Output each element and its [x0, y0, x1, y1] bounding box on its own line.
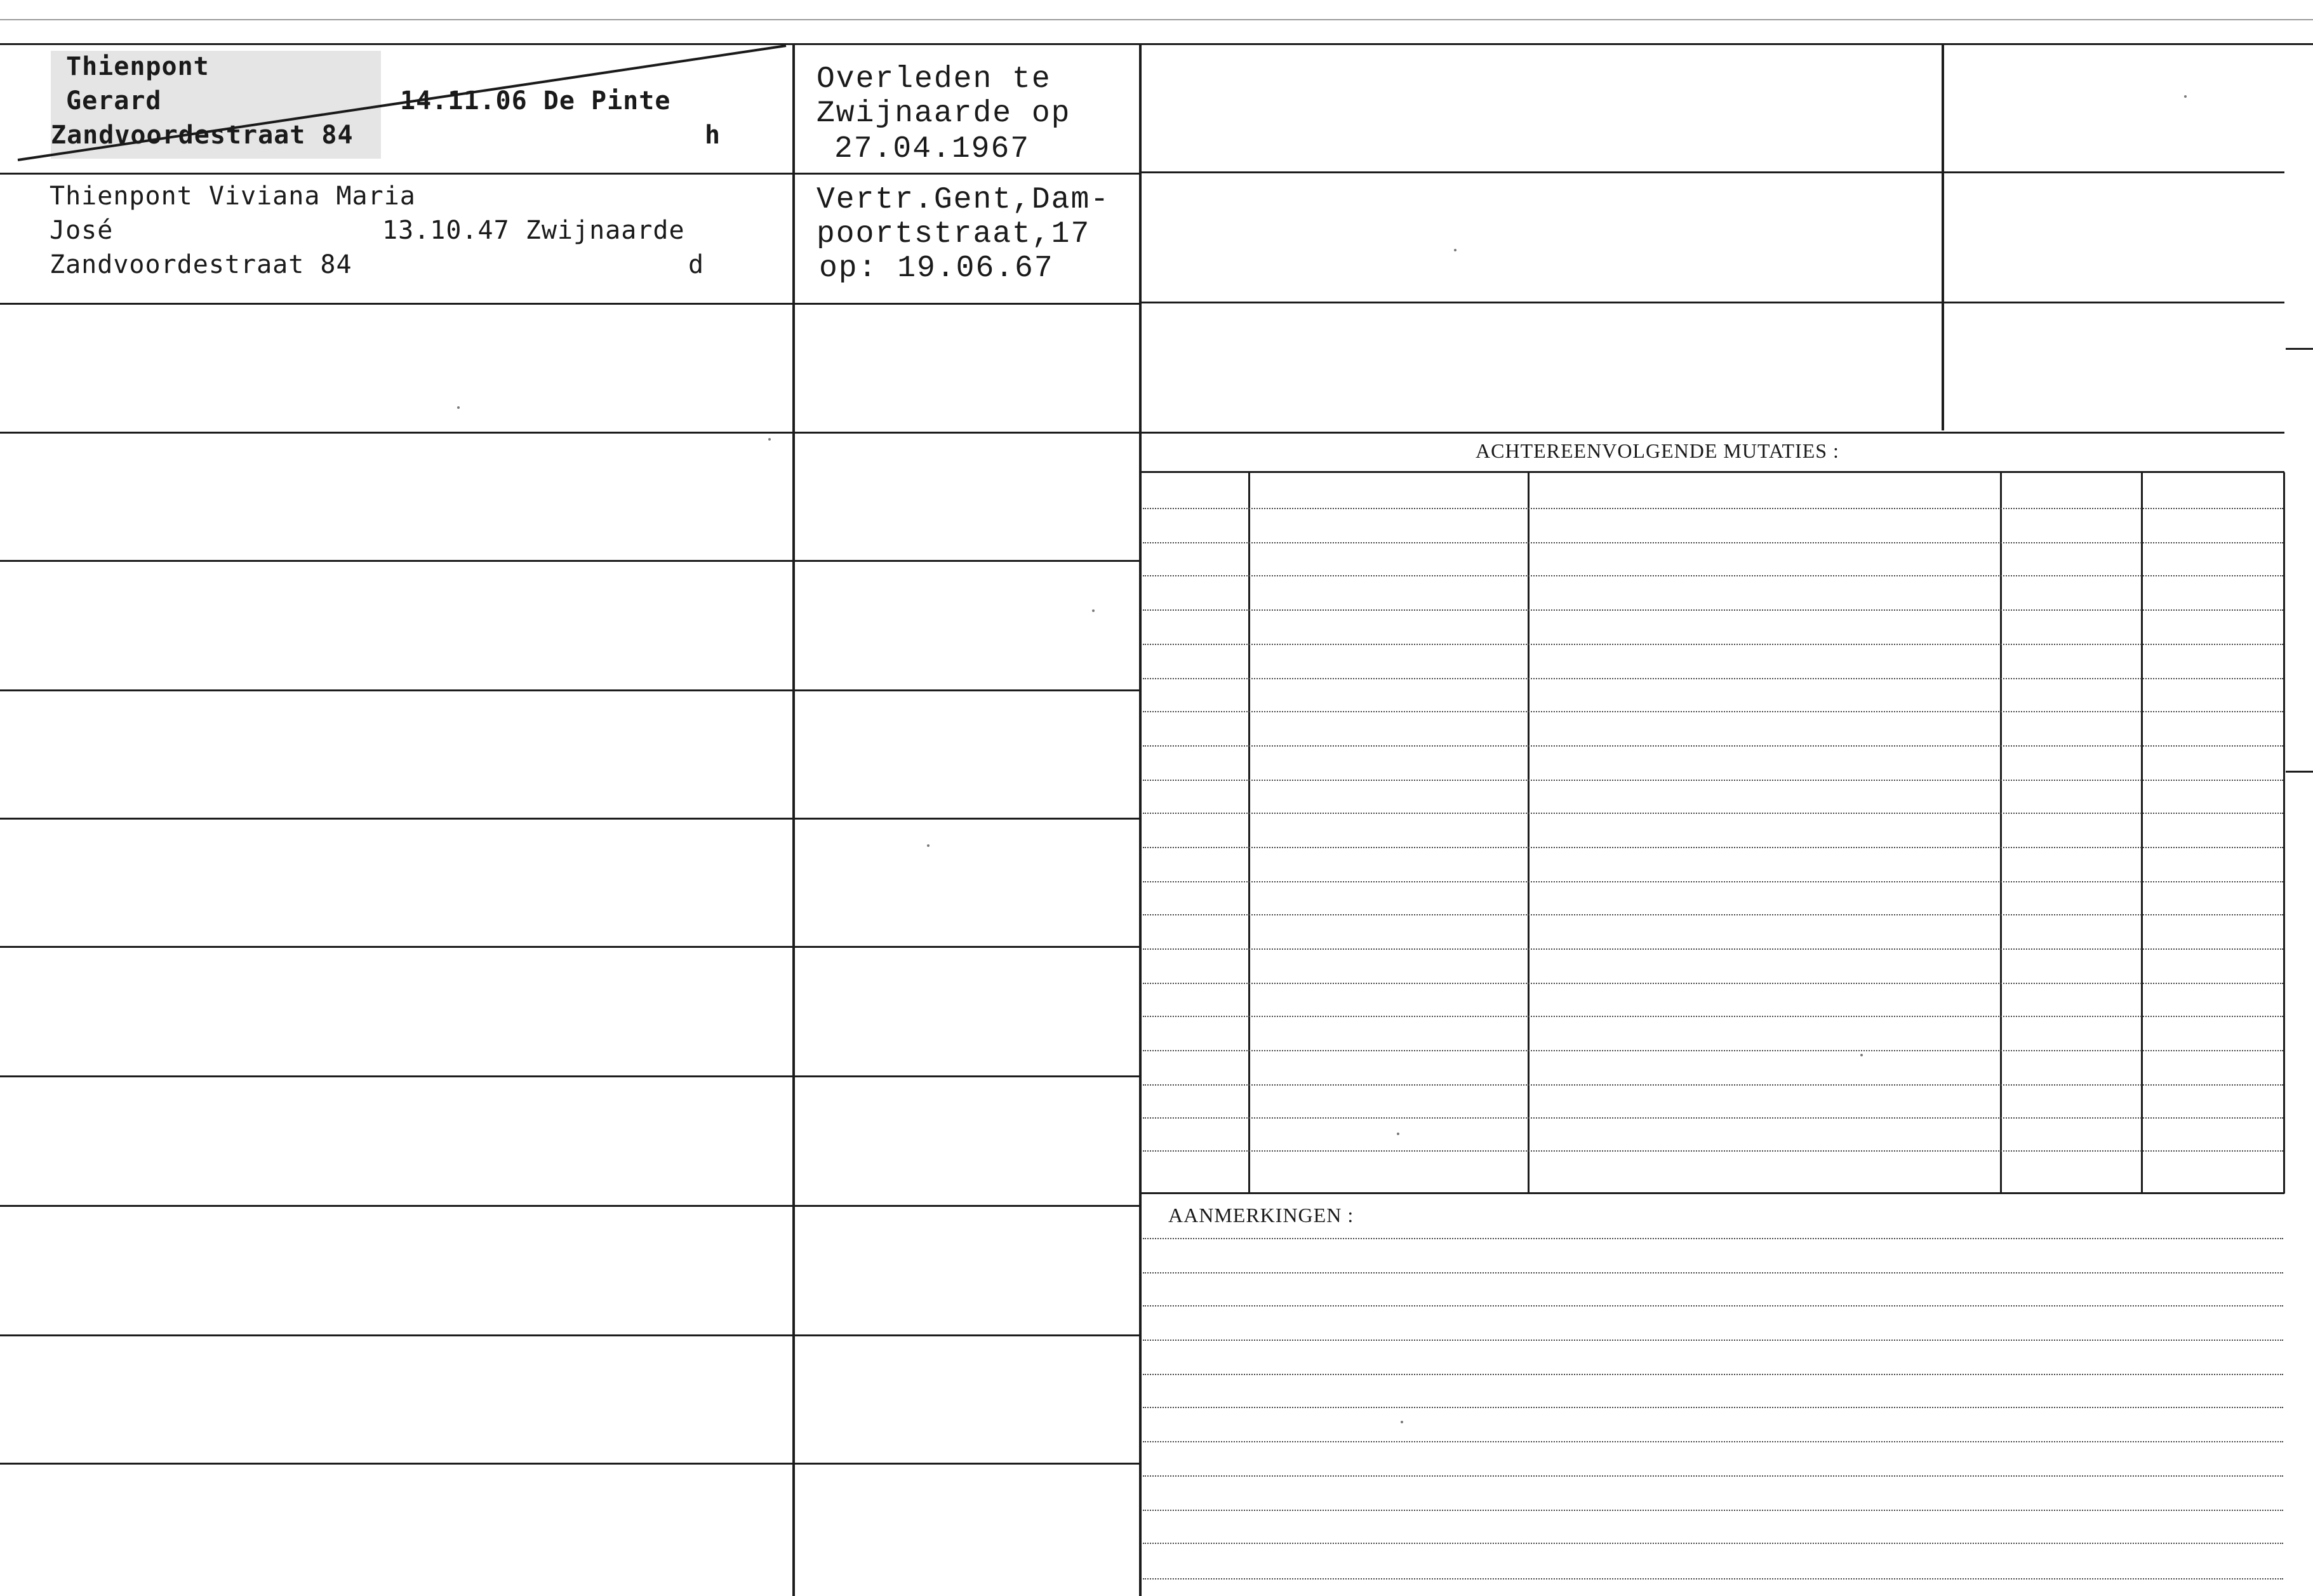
- mutations-dotted-row: [1143, 644, 2283, 645]
- scan-speck: [457, 406, 460, 409]
- row-line: [0, 818, 1140, 820]
- row-line: [0, 689, 1140, 691]
- mutations-dotted-row: [1143, 847, 2283, 848]
- mutations-heading: ACHTEREENVOLGENDE MUTATIES :: [1476, 439, 1839, 462]
- record-name-line2: Gerard: [66, 86, 162, 116]
- scan-speck: [927, 844, 930, 847]
- mutations-dotted-row: [1143, 813, 2283, 814]
- mutations-dotted-row: [1143, 1117, 2283, 1119]
- remarks-dotted-row: [1143, 1475, 2283, 1477]
- mutations-dotted-row: [1143, 780, 2283, 781]
- record-address: Zandvoordestraat 84: [50, 250, 352, 279]
- record-role: d: [688, 250, 705, 279]
- row-line: [0, 1334, 1140, 1336]
- mutations-dotted-row: [1143, 1016, 2283, 1017]
- mutations-table-top: [1142, 471, 2284, 473]
- mutations-dotted-row: [1143, 678, 2283, 679]
- remarks-dotted-row: [1143, 1441, 2283, 1442]
- record-name-line1: Thienpont Viviana Maria: [50, 182, 416, 211]
- column-divider-right-top: [1942, 44, 1944, 430]
- mutations-dotted-row: [1143, 542, 2283, 543]
- scan-speck: [1401, 1421, 1403, 1423]
- scan-speck: [1092, 609, 1095, 612]
- remarks-heading: AANMERKINGEN :: [1168, 1204, 1354, 1227]
- record-role: h: [705, 121, 721, 150]
- remarks-dotted-row: [1143, 1510, 2283, 1511]
- mutations-dotted-row: [1143, 745, 2283, 747]
- scan-speck: [1397, 1133, 1399, 1135]
- mutations-table-right: [2283, 472, 2285, 1194]
- record-remark-line3: 27.04.1967: [834, 132, 1030, 166]
- mutations-dotted-row: [1143, 609, 2283, 611]
- record-name-line2: José: [50, 216, 114, 245]
- row-line: [0, 1075, 1140, 1077]
- record-birth: 13.10.47 Zwijnaarde: [382, 216, 685, 245]
- mutations-dotted-row: [1143, 508, 2283, 509]
- remarks-dotted-row: [1143, 1543, 2283, 1544]
- column-divider-name: [792, 44, 795, 1596]
- remarks-dotted-row: [1143, 1407, 2283, 1408]
- mutations-dotted-row: [1143, 1050, 2283, 1051]
- strike-through-line: [0, 0, 825, 178]
- remarks-dotted-row: [1143, 1340, 2283, 1341]
- mutations-dotted-row: [1143, 914, 2283, 915]
- mutations-dotted-row: [1143, 1150, 2283, 1152]
- scan-speck: [1860, 1054, 1863, 1056]
- record-name-line1: Thienpont: [66, 52, 210, 81]
- row-line: [0, 303, 1140, 305]
- record-remark-line2: poortstraat,17: [817, 217, 1091, 251]
- row-line: [0, 946, 1140, 948]
- record-remark-line1: Overleden te: [817, 62, 1051, 96]
- record-remark-line1: Vertr.Gent,Dam-: [817, 183, 1110, 217]
- scan-speck: [1454, 249, 1456, 251]
- row-line: [0, 1205, 1140, 1207]
- record-remark-line2: Zwijnaarde op: [817, 96, 1071, 131]
- mutations-dotted-row: [1143, 983, 2283, 984]
- right-row-line: [1142, 302, 2284, 303]
- mutations-dotted-row: [1143, 711, 2283, 712]
- scan-speck: [768, 438, 771, 441]
- remarks-dotted-row: [1143, 1578, 2283, 1579]
- margin-tick: [2286, 771, 2313, 773]
- margin-tick: [2286, 348, 2313, 350]
- record-birth: 14.11.06 De Pinte: [400, 86, 671, 116]
- remarks-dotted-row: [1143, 1238, 2283, 1239]
- mutations-dotted-row: [1143, 948, 2283, 950]
- record-address: Zandvoordestraat 84: [51, 121, 354, 150]
- remarks-dotted-row: [1143, 1374, 2283, 1375]
- record-remark-line3: op: 19.06.67: [819, 251, 1054, 286]
- remarks-dotted-row: [1143, 1305, 2283, 1307]
- row-line: [0, 432, 1140, 434]
- mutations-dotted-row: [1143, 881, 2283, 882]
- right-row-line: [1142, 171, 2284, 173]
- remarks-dotted-row: [1143, 1272, 2283, 1273]
- mutations-dotted-row: [1143, 1084, 2283, 1086]
- row-line: [0, 1463, 1140, 1465]
- mutations-table-bottom: [1142, 1192, 2284, 1194]
- scan-speck: [2184, 95, 2187, 98]
- mutations-dotted-row: [1143, 575, 2283, 576]
- right-row-line: [1142, 432, 2284, 434]
- column-divider-remarks: [1139, 44, 1142, 1596]
- row-line: [0, 560, 1140, 562]
